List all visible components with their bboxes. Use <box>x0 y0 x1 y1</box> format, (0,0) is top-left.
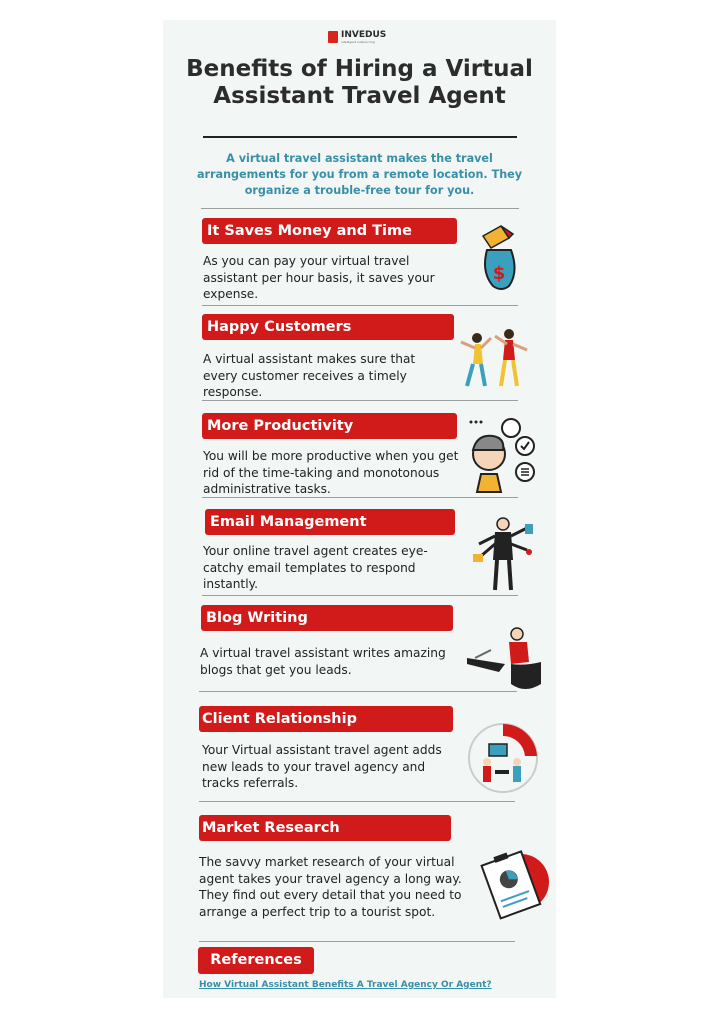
section-heading: Client Relationship <box>199 706 453 732</box>
reference-link[interactable]: How Virtual Assistant Benefits A Travel Agency Or Agent? <box>199 980 492 990</box>
section-divider <box>202 305 518 306</box>
section-divider <box>202 595 518 596</box>
brand-tagline: intelligent outsourcing <box>341 39 375 44</box>
infographic-card <box>163 20 556 998</box>
section-text: Your Virtual assistant travel agent adds new leads to your travel agency and tracks referrals. <box>202 743 442 790</box>
title-divider <box>203 136 517 138</box>
section-divider <box>199 801 515 802</box>
money-bag-icon <box>461 216 541 296</box>
section-heading: Happy Customers <box>202 314 454 340</box>
writer-laptop-icon <box>465 614 545 694</box>
section-text: As you can pay your virtual travel assistant per hour basis, it saves your expense. <box>203 254 435 301</box>
section-text: A virtual travel assistant writes amazing blogs that get you leads. <box>200 646 446 677</box>
section-heading: Email Management <box>205 509 455 535</box>
references-heading: References <box>198 947 314 974</box>
brand-logo-icon <box>328 31 338 43</box>
intro-text: A virtual travel assistant makes the travel arrangements for you from a remote location. They organize a trouble-free tour for you. <box>196 152 523 197</box>
client-meeting-icon <box>465 716 545 796</box>
brand-name: INVEDUS <box>341 29 387 40</box>
section-divider <box>202 497 518 498</box>
section-divider <box>199 941 515 942</box>
section-heading: Blog Writing <box>201 605 453 631</box>
svg-text:$: $ <box>492 263 506 284</box>
productive-worker-icon <box>463 418 543 498</box>
happy-people-icon <box>455 320 535 400</box>
section-text: A virtual assistant makes sure that every customer receives a timely response. <box>203 352 416 399</box>
section-divider <box>199 691 517 692</box>
section-text: The savvy market research of your virtual agent takes your travel agency a long way. They find out every detail that you need to arrange a perfect trip to a tourist spot. <box>199 855 462 919</box>
section-heading: It Saves Money and Time <box>202 218 457 244</box>
multitasking-agent-icon <box>463 514 543 594</box>
section-text: You will be more productive when you get rid of the time-taking and monotonous administrative tasks. <box>203 449 459 496</box>
section-divider <box>202 400 518 401</box>
research-clipboard-icon <box>473 842 553 922</box>
section-heading: More Productivity <box>202 413 457 439</box>
page-title: Benefits of Hiring a Virtual Assistant Travel Agent <box>186 56 533 109</box>
section-heading: Market Research <box>199 815 451 841</box>
brand-logo <box>328 29 388 45</box>
section-text: Your online travel agent creates eye-catchy email templates to respond instantly. <box>203 544 428 591</box>
section-divider <box>201 208 519 209</box>
